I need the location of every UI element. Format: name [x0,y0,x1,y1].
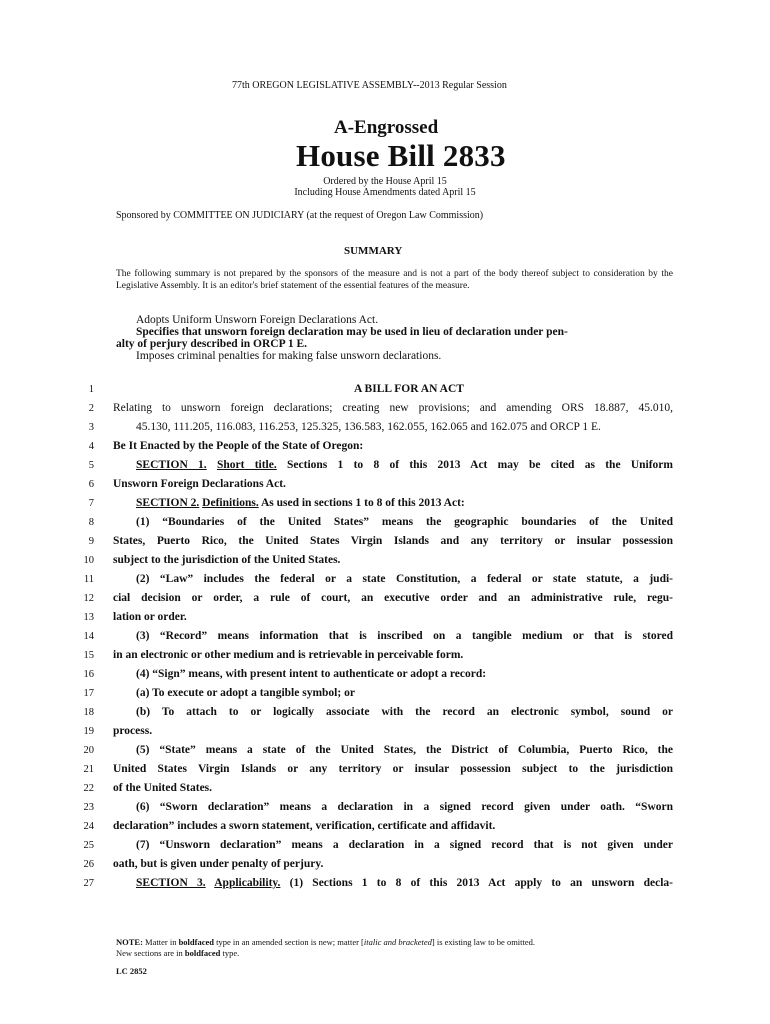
bill-line [0,820,770,839]
bill-title: House Bill 2833 [296,138,506,173]
note-bold: boldfaced [178,937,214,947]
line-number: 20 [83,745,94,756]
line-number: 25 [83,840,94,851]
bill-line [0,649,770,668]
bill-line [0,801,770,820]
bill-line [0,440,770,459]
bill-line [0,687,770,706]
line-text: (5) “State” means a state of the United States, the District of Columbia, Puerto Rico, the [136,744,673,756]
line-text [136,497,673,509]
line-text: (7) “Unsworn declaration” means a declaration in a signed record that is not given under [136,839,673,851]
ordered-info [260,176,510,198]
note-line2-bold: boldfaced [184,948,221,958]
line-number: 17 [83,688,94,699]
line-number: 12 [83,593,94,604]
bill-line [0,402,770,421]
section-number: SECTION 2. [136,497,200,509]
section-title: Applicability. [214,877,281,889]
section-text: (1) Sections 1 to 8 of this 2013 Act apply to an unsworn decla- [280,877,673,889]
line-text: declaration” includes a sworn statement, verification, certificate and affidavit. [113,820,496,832]
section-title: Short title. [216,459,277,471]
note-line2-a: New sections are in [116,948,185,958]
line-number: 10 [83,555,94,566]
line-text: (4) “Sign” means, with present intent to authenticate or adopt a record: [136,668,487,680]
note-label: NOTE: [116,937,143,947]
line-number: 1 [88,384,94,395]
line-text: Unsworn Foreign Declarations Act. [113,478,286,490]
bill-line [0,877,770,896]
bill-line [0,459,770,478]
bill-line [0,516,770,535]
sponsored-line: Sponsored by COMMITTEE ON JUDICIARY (at the request of Oregon Law Commission) [116,210,484,221]
bill-line [0,668,770,687]
bill-line [0,573,770,592]
ordered-line-2: Including House Amendments dated April 15 [294,187,476,198]
note-line2-b: type. [220,948,240,958]
line-text: (a) To execute or adopt a tangible symbol; or [136,687,355,699]
note-text-b: type in an amended section is new; matter [ [214,937,364,947]
bill-line [0,858,770,877]
section-number: SECTION 3. [136,877,206,889]
summary-abstract [116,314,673,362]
line-number: 16 [83,669,94,680]
line-text [136,877,673,889]
abstract-line-2a: Specifies that unsworn foreign declaration may be used in lieu of declaration under pen- [136,326,568,338]
line-text: cial decision or order, a rule of court, an executive order and an administrative rule, regu- [113,592,673,604]
line-number: 11 [83,574,94,585]
bill-line [0,744,770,763]
line-number: 5 [88,460,94,471]
summary-heading: SUMMARY [344,245,403,257]
session-header: 77th OREGON LEGISLATIVE ASSEMBLY--2013 Regular Session [232,80,507,91]
line-number: 7 [88,498,94,509]
abstract-line-1: Adopts Uniform Unsworn Foreign Declarations Act. [136,314,379,326]
bill-line [0,383,770,402]
line-text: process. [113,725,153,737]
line-number: 8 [88,517,94,528]
note-text-c: ] is existing law to be omitted. [431,937,536,947]
line-text: Relating to unsworn foreign declarations; creating new provisions; and amending ORS 18.887, 45.010, [113,402,673,414]
footnote-line-2 [116,948,676,959]
line-number: 18 [83,707,94,718]
bill-line [0,839,770,858]
line-text [136,459,673,471]
abstract-line-2b: alty of perjury described in ORCP 1 E. [116,338,308,350]
line-text: oath, but is given under penalty of perjury. [113,858,324,870]
note-italic: italic and bracketed [363,937,432,947]
bill-line [0,782,770,801]
line-text: 45.130, 111.205, 116.083, 116.253, 125.325, 136.583, 162.055, 162.065 and 162.075 and ORCP 1 E. [136,421,601,433]
line-number: 24 [83,821,94,832]
summary-disclaimer: The following summary is not prepared by the sponsors of the measure and is not a part of the body thereof subject to consideration by the Legislative Assembly. It is an editor's brief statement of the essential features of the measure. [116,269,673,291]
line-number: 22 [83,783,94,794]
section-number: SECTION 1. [136,459,207,471]
abstract-line-3: Imposes criminal penalties for making false unsworn declarations. [136,350,442,362]
line-number: 9 [88,536,94,547]
line-number: 13 [83,612,94,623]
line-text: of the United States. [113,782,213,794]
line-number: 26 [83,859,94,870]
line-text: United States Virgin Islands or any territory or insular possession subject to the jurisdiction [113,763,673,775]
line-text: (3) “Record” means information that is inscribed on a tangible medium or that is stored [136,630,673,642]
line-number: 3 [88,422,94,433]
line-number: 4 [88,441,94,452]
bill-line [0,497,770,516]
bill-line [0,763,770,782]
bill-line [0,630,770,649]
line-text: (1) “Boundaries of the United States” means the geographic boundaries of the United [136,516,673,528]
line-number: 15 [83,650,94,661]
line-text: (b) To attach to or logically associate with the record an electronic symbol, sound or [136,706,673,718]
lc-number: LC 2852 [116,966,147,976]
bill-line [0,592,770,611]
section-title: Definitions. [202,497,259,509]
line-text: (2) “Law” includes the federal or a state Constitution, a federal or state statute, a judi- [136,573,673,585]
line-text: in an electronic or other medium and is retrievable in perceivable form. [113,649,464,661]
line-number: 14 [83,631,94,642]
section-text: As used in sections 1 to 8 of this 2013 Act: [258,497,465,509]
footnote [116,937,676,959]
line-text: Be It Enacted by the People of the State of Oregon: [113,440,364,452]
note-text-a: Matter in [142,937,179,947]
bill-line [0,706,770,725]
line-text: (6) “Sworn declaration” means a declaration in a signed record given under oath. “Sworn [136,801,673,813]
line-text: lation or order. [113,611,187,623]
line-number: 6 [88,479,94,490]
bill-line [0,611,770,630]
ordered-line-1: Ordered by the House April 15 [323,176,447,187]
engrossed-label: A-Engrossed [334,117,439,138]
line-text: States, Puerto Rico, the United States Virgin Islands and any territory or insular possession [113,535,673,547]
bill-act-heading: A BILL FOR AN ACT [354,383,464,395]
line-text: subject to the jurisdiction of the United States. [113,554,341,566]
bill-line [0,478,770,497]
bill-line [0,554,770,573]
section-text: Sections 1 to 8 of this 2013 Act may be cited as the Uniform [276,459,673,471]
line-number: 21 [83,764,94,775]
line-number: 23 [83,802,94,813]
line-number: 2 [88,403,94,414]
bill-line [0,535,770,554]
bill-line [0,725,770,744]
footnote-line-1 [116,937,676,948]
line-number: 19 [83,726,94,737]
bill-line [0,421,770,440]
line-number: 27 [83,878,94,889]
